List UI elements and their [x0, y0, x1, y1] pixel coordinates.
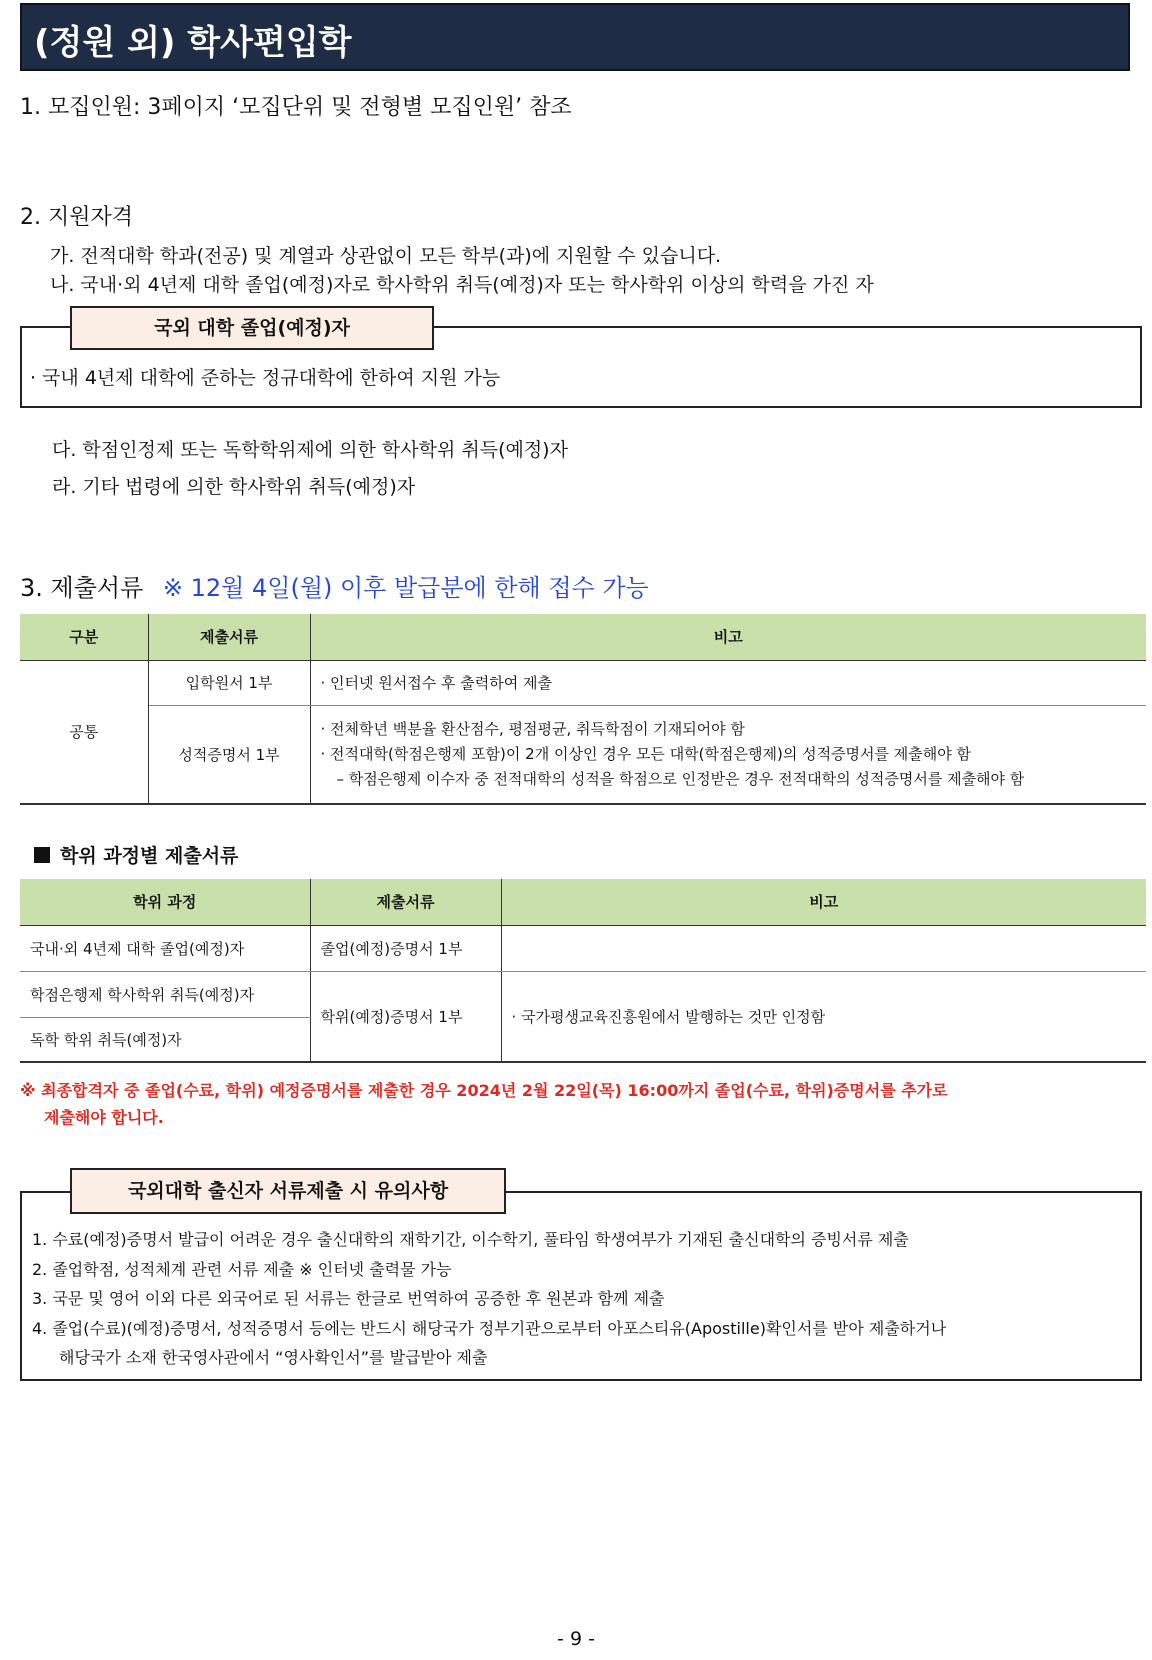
- page-number: - 9 -: [557, 1628, 595, 1650]
- degree-documents-table: [20, 879, 1146, 1063]
- table2-row1-note: [501, 925, 1146, 971]
- degree-documents-heading: 학위 과정별 제출서류: [34, 841, 238, 868]
- table1-header-category: 구분: [20, 614, 148, 660]
- table1-row2-note3: – 학점은행제 이수자 중 전적대학의 성적을 학점으로 인정받은 경우 전적대학의 성적증명서를 제출해야 함: [336, 769, 1025, 788]
- foreign-documents-tag: 국외대학 출신자 서류제출 시 유의사항: [70, 1168, 506, 1214]
- title-bar: [20, 3, 1130, 71]
- table2-row2-course: 학점은행제 학사학위 취득(예정)자: [20, 971, 310, 1017]
- table2-row23-doc: 학위(예정)증명서 1부: [310, 971, 501, 1062]
- foreign-item-4: 4. 졸업(수료)(예정)증명서, 성적증명서 등에는 반드시 해당국가 정부기관으로부터 아포스티유(Apostille)확인서를 받아 제출하거나: [32, 1318, 947, 1338]
- final-admission-warning-line1: ※ 최종합격자 중 졸업(수료, 학위) 예정증명서를 제출한 경우 2024년 2월 22일(목) 16:00까지 졸업(수료, 학위)증명서를 추가로: [20, 1081, 948, 1100]
- table1-header-remarks: 비고: [310, 614, 1146, 660]
- table1-row1-note: · 인터넷 원서접수 후 출력하여 제출: [310, 660, 1146, 705]
- table2-header-documents: 제출서류: [310, 879, 501, 925]
- table2-row1-course: 국내·외 4년제 대학 졸업(예정)자: [20, 925, 310, 971]
- final-admission-warning-line2: 제출해야 합니다.: [44, 1108, 164, 1127]
- eligibility-item-ra: 라. 기타 법령에 의한 학사학위 취득(예정)자: [52, 476, 416, 498]
- table2-header-course: 학위 과정: [20, 879, 310, 925]
- foreign-item-4-continued: 해당국가 소재 한국영사관에서 “영사확인서”를 발급받아 제출: [59, 1348, 488, 1367]
- section-3-heading-line: [20, 568, 649, 603]
- foreign-item-2: 2. 졸업학점, 성적체계 관련 서류 제출 ※ 인터넷 출력물 가능: [32, 1259, 452, 1279]
- table2-row23-note: · 국가평생교육진흥원에서 발행하는 것만 인정함: [511, 1007, 826, 1026]
- table2-row3-course: 독학 학위 취득(예정)자: [20, 1017, 310, 1062]
- common-documents-table: [20, 614, 1146, 805]
- square-bullet-icon: [34, 847, 50, 863]
- section-3-heading: 3. 제출서류: [20, 574, 144, 602]
- table2-row1-doc: 졸업(예정)증명서 1부: [310, 925, 501, 971]
- eligibility-item-da: 다. 학점인정제 또는 독학학위제에 의한 학사학위 취득(예정)자: [52, 439, 568, 461]
- foreign-documents-list: [32, 1225, 946, 1373]
- table1-group-common: 공통: [20, 660, 148, 804]
- foreign-documents-box: [20, 1191, 1142, 1381]
- table2-header-remarks: 비고: [501, 879, 1146, 925]
- eligibility-item-na: 나. 국내·외 4년제 대학 졸업(예정)자로 학사학위 취득(예정)자 또는 학사학위 이상의 학력을 가진 자: [50, 274, 874, 296]
- foreign-item-1: 1. 수료(예정)증명서 발급이 어려운 경우 출신대학의 재학기간, 이수학기, 풀타임 학생여부가 기재된 출신대학의 증빙서류 제출: [32, 1230, 909, 1249]
- table1-row2-doc: 성적증명서 1부: [148, 705, 310, 804]
- table1-row2-notes: [310, 705, 1146, 804]
- foreign-graduate-note: · 국내 4년제 대학에 준하는 정규대학에 한하여 지원 가능: [30, 367, 501, 389]
- foreign-graduate-tag: 국외 대학 졸업(예정)자: [70, 306, 434, 350]
- table1-row2-note2: · 전적대학(학점은행제 포함)이 2개 이상인 경우 모든 대학(학점은행제)의 성적증명서를 제출해야 함: [320, 744, 972, 763]
- table1-header-documents: 제출서류: [148, 614, 310, 660]
- foreign-item-3: 3. 국문 및 영어 이외 다른 외국어로 된 서류는 한글로 번역하여 공증한 후 원본과 함께 제출: [32, 1289, 665, 1308]
- section-2-heading: 2. 지원자격: [20, 205, 133, 230]
- eligibility-item-ga: 가. 전적대학 학과(전공) 및 계열과 상관없이 모든 학부(과)에 지원할 수 있습니다.: [50, 245, 722, 267]
- table1-row2-note1: · 전체학년 백분율 환산점수, 평점평균, 취득학점이 기재되어야 함: [320, 719, 745, 738]
- section-1-recruitment: 1. 모집인원: 3페이지 ‘모집단위 및 전형별 모집인원’ 참조: [20, 95, 572, 120]
- submission-notice: ※ 12월 4일(월) 이후 발급분에 한해 접수 가능: [162, 574, 649, 602]
- page-title: (정원 외) 학사편입학: [34, 23, 352, 63]
- table1-row1-doc: 입학원서 1부: [148, 660, 310, 705]
